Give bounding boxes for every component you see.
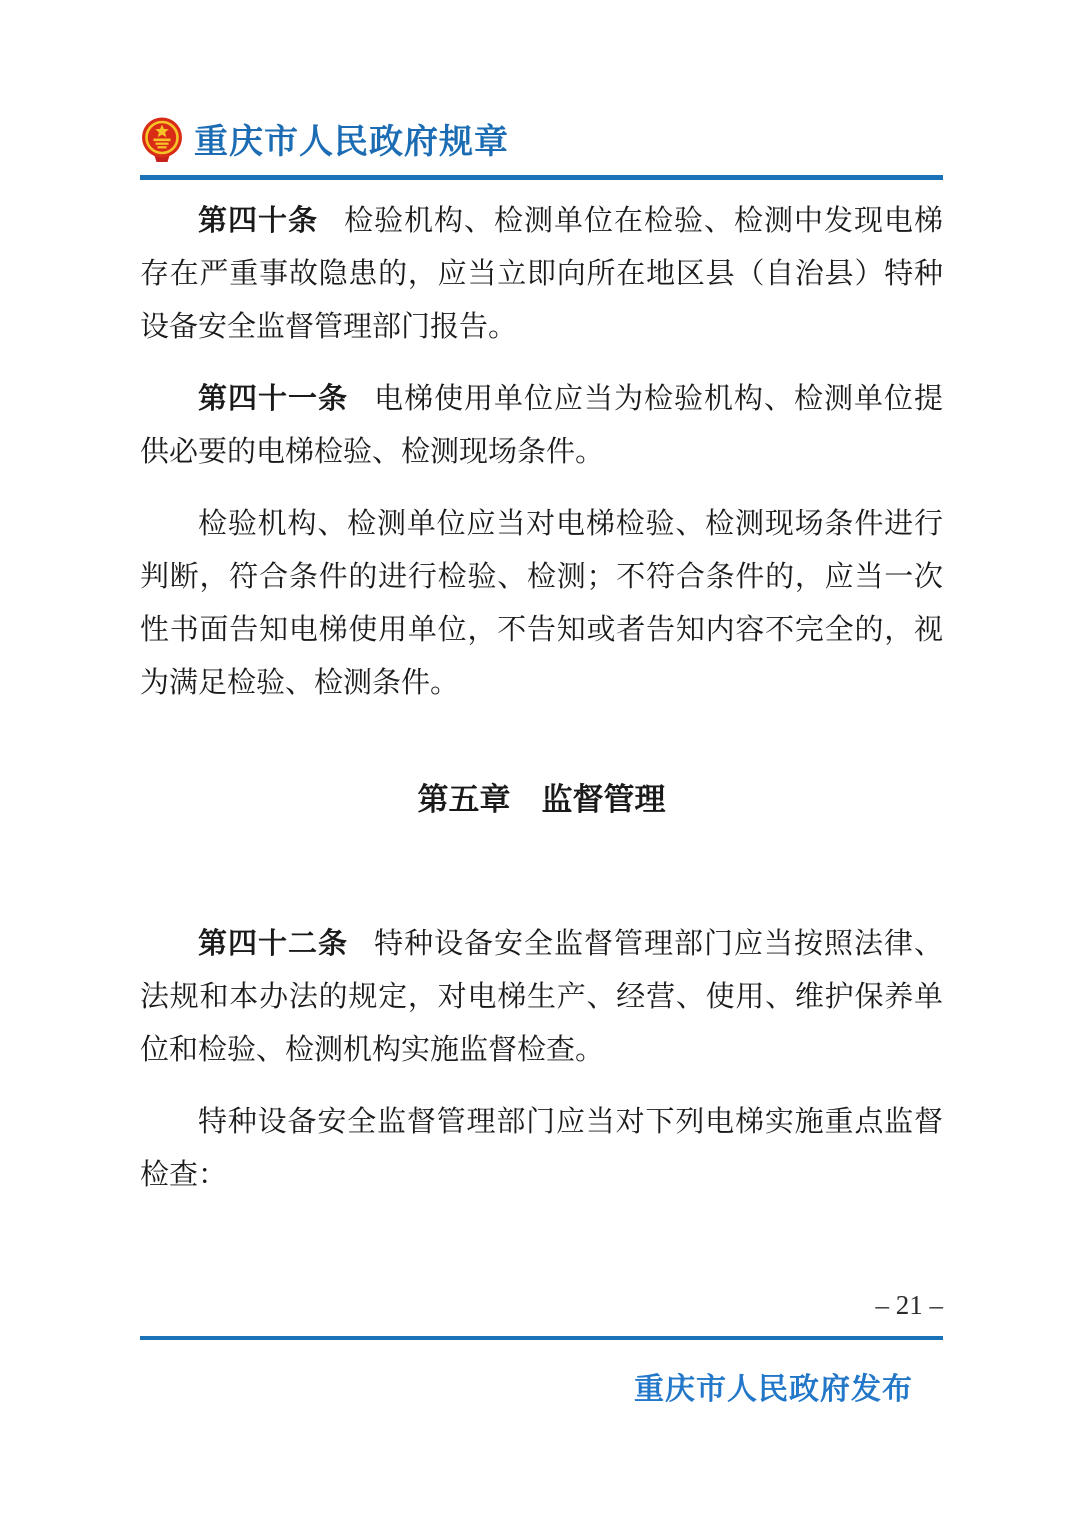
chapter-5-heading: 第五章 监督管理 <box>417 782 666 817</box>
page-number: – 21 – <box>875 1290 943 1320</box>
document-footer <box>140 1290 943 1408</box>
article-40-number: 第四十条 <box>198 205 318 237</box>
article-42-paragraph-2-text: 特种设备安全监督管理部门应当对下列电梯实施重点监督检查： <box>140 1106 943 1191</box>
document-header <box>140 116 943 180</box>
article-40-text: 检验机构、检测单位在检验、检测中发现电梯存在严重事故隐患的，应当立即向所在地区县（自治县）特种设备安全监督管理部门报告。 <box>140 205 943 343</box>
china-national-emblem-icon <box>140 116 184 166</box>
article-41-number: 第四十一条 <box>198 383 348 415</box>
publisher-label: 重庆市人民政府发布 <box>634 1373 913 1406</box>
article-41-text: 电梯使用单位应当为检验机构、检测单位提供必要的电梯检验、检测现场条件。 <box>140 383 943 468</box>
article-42-paragraph-2 <box>140 1096 943 1202</box>
article-41-paragraph <box>140 373 943 479</box>
article-42-text: 特种设备安全监督管理部门应当按照法律、法规和本办法的规定，对电梯生产、经营、使用、维护保养单位和检验、检测机构实施监督检查。 <box>140 928 943 1066</box>
footer-divider <box>140 1336 943 1340</box>
document-body <box>140 177 943 1221</box>
article-42-number: 第四十二条 <box>198 928 348 960</box>
article-42-paragraph <box>140 918 943 1077</box>
document-title: 重庆市人民政府规章 <box>194 123 509 161</box>
article-41-paragraph-2 <box>140 498 943 710</box>
article-41-paragraph-2-text: 检验机构、检测单位应当对电梯检验、检测现场条件进行判断，符合条件的进行检验、检测；不符合条件的，应当一次性书面告知电梯使用单位，不告知或者告知内容不完全的，视为满足检验、检测条件。 <box>140 508 943 699</box>
article-40-paragraph <box>140 195 943 354</box>
